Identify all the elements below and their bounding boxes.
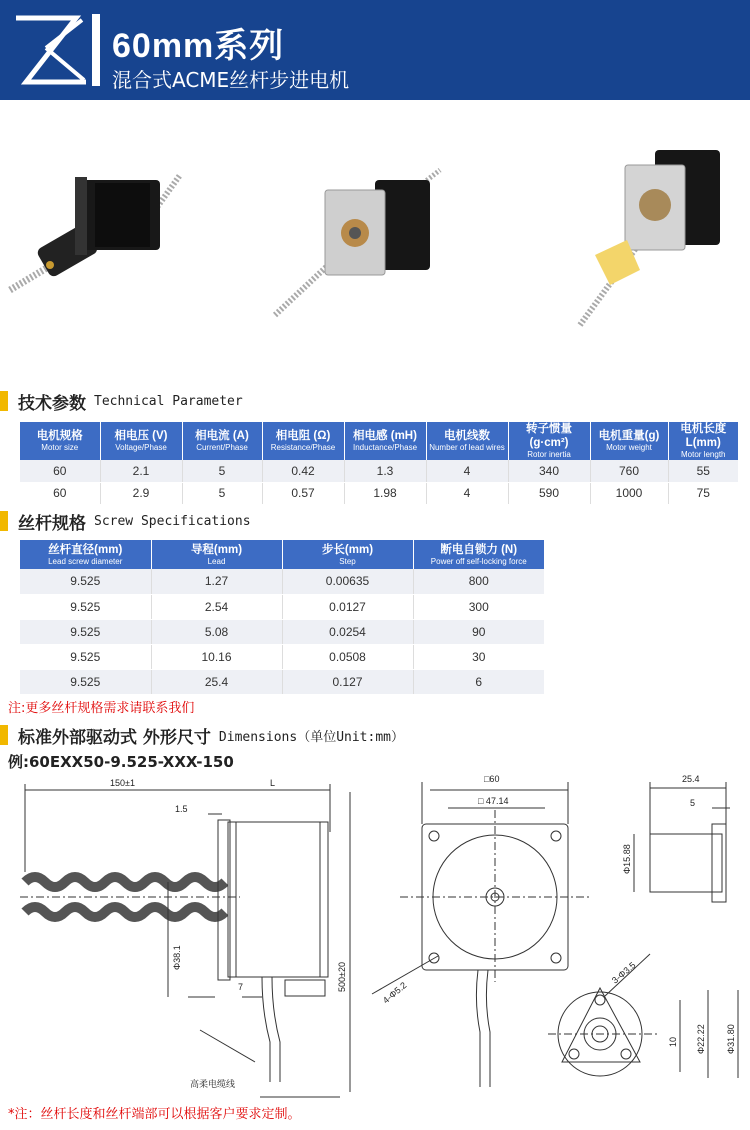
section-dimensions-title (0, 724, 404, 746)
section-marker (0, 391, 8, 411)
col-resistance: 相电阻 (Ω) Resistance/Phase (262, 422, 344, 460)
screw-note: 注:更多丝杆规格需求请联系我们 (8, 701, 195, 716)
technical-table (20, 422, 738, 505)
svg-text:Φ38.1: Φ38.1 (172, 945, 182, 970)
page-title: 60mm系列 (112, 27, 285, 65)
table-row: 60 2.9 5 0.57 1.98 4 590 1000 75 (20, 482, 738, 504)
svg-text:□60: □60 (484, 774, 500, 784)
col-inductance: 相电感 (mH) Inductance/Phase (344, 422, 426, 460)
svg-text:7: 7 (238, 982, 244, 992)
section-technical-title (0, 390, 243, 412)
svg-text:5: 5 (690, 798, 696, 808)
motor-photo-1 (5, 165, 190, 305)
svg-text:高柔电缆线: 高柔电缆线 (190, 1079, 236, 1089)
screw-table (20, 540, 544, 695)
col-motor-weight: 电机重量(g) Motor weight (590, 422, 668, 460)
table-row: 9.525 5.08 0.0254 90 (20, 619, 544, 644)
section-title-cn: 丝杆规格 (18, 513, 86, 534)
col-motor-length: 电机长度L(mm) Motor length (668, 422, 738, 460)
section-marker (0, 725, 8, 745)
table-row: 9.525 2.54 0.0127 300 (20, 594, 544, 619)
table-row: 9.525 25.4 0.127 6 (20, 669, 544, 694)
section-title-en: Dimensions（单位Unit:mm） (218, 729, 404, 745)
section-title-cn: 技术参数 (18, 393, 86, 414)
motor-photo-2 (265, 165, 455, 325)
header-banner (0, 0, 750, 100)
table-row: 9.525 1.27 0.00635 800 (20, 569, 544, 594)
dimension-drawing (0, 772, 750, 1102)
col-rotor-inertia: 转子惯量(g·cm²) Rotor inertia (508, 422, 590, 460)
section-title-en: Screw Specifications (94, 513, 251, 529)
col-current: 相电流 (A) Current/Phase (182, 422, 262, 460)
section-title-en: Technical Parameter (94, 393, 243, 409)
svg-text:Φ22.22: Φ22.22 (696, 1024, 706, 1054)
svg-text:L: L (270, 778, 276, 788)
svg-text:500±20: 500±20 (337, 962, 347, 992)
col-voltage: 相电压 (V) Voltage/Phase (100, 422, 182, 460)
svg-text:Φ31.80: Φ31.80 (726, 1024, 736, 1054)
section-screw-title (0, 510, 251, 532)
model-example: 例:60EXX50-9.525-XXX-150 (8, 753, 234, 771)
footer-note: *注：丝杆长度和丝杆端部可以根据客户要求定制。 (8, 1107, 301, 1122)
svg-text:150±1: 150±1 (110, 778, 135, 788)
svg-text:10: 10 (668, 1036, 678, 1047)
col-lead-wires: 电机线数 Number of lead wires (426, 422, 508, 460)
col-screw-diameter: 丝杆直径(mm) Lead screw diameter (20, 540, 151, 569)
table-row: 9.525 10.16 0.0508 30 (20, 644, 544, 669)
col-motor-size: 电机规格 Motor size (20, 422, 100, 460)
svg-text:□ 47.14: □ 47.14 (478, 796, 509, 806)
svg-text:1.5: 1.5 (175, 804, 188, 814)
header-divider (92, 14, 100, 86)
section-marker (0, 511, 8, 531)
svg-text:4-Φ5.2: 4-Φ5.2 (380, 980, 409, 1006)
col-step: 步长(mm) Step (282, 540, 413, 569)
svg-text:25.4: 25.4 (682, 774, 700, 784)
brand-logo (10, 8, 92, 92)
svg-text:Φ15.88: Φ15.88 (622, 844, 632, 874)
col-lead: 导程(mm) Lead (151, 540, 282, 569)
motor-photo-3 (565, 145, 740, 335)
col-self-lock: 断电自锁力 (N) Power off self-locking force (413, 540, 544, 569)
table-row: 60 2.1 5 0.42 1.3 4 340 760 55 (20, 460, 738, 482)
section-title-cn: 标准外部驱动式 外形尺寸 (18, 727, 211, 748)
page-subtitle: 混合式ACME丝杆步进电机 (112, 68, 350, 92)
svg-text:3-Φ3.5: 3-Φ3.5 (609, 960, 638, 986)
